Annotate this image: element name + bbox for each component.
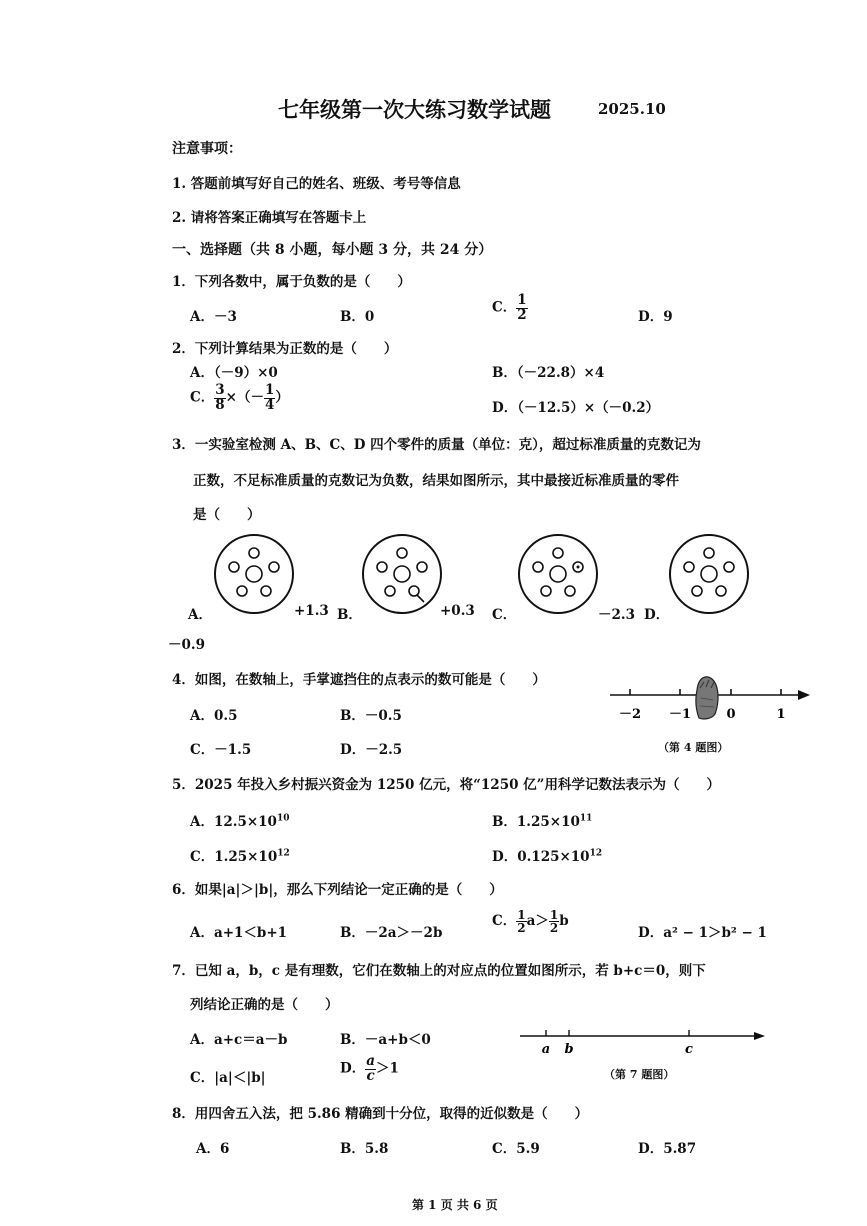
part-d-figure [667, 532, 751, 616]
q4-option-a: A．0.5 [190, 708, 238, 724]
q3-option-d: D． [644, 607, 670, 623]
point-c-label: c [685, 1042, 693, 1057]
q4-stem: 4．如图，在数轴上，手掌遮挡住的点表示的数可能是（ ） [172, 672, 546, 688]
q7-stem-line2: 列结论正确的是（ ） [190, 997, 339, 1013]
q4-option-c: C．－1.5 [190, 742, 252, 758]
q6-option-c: C． $\frac{1}{2}$ a＞ $\frac{1}{2}$ b [492, 908, 569, 935]
q8-stem: 8．用四舍五入法，把 5.86 精确到十分位，取得的近似数是（ ） [172, 1106, 589, 1122]
part-c-figure [516, 532, 600, 616]
q3-option-c: C． [492, 607, 517, 623]
point-b-label: b [564, 1042, 574, 1057]
page-footer: 第 1 页 共 6 页 [412, 1198, 498, 1212]
q1-option-c: C． $\frac{1}{2}$ [492, 292, 527, 323]
part-a-figure [212, 532, 296, 616]
q4-tick-label: －2 [618, 707, 642, 722]
q6-stem: 6．如果|a|＞|b|，那么下列结论一定正确的是（ ） [172, 882, 503, 898]
q4-option-b: B．－0.5 [340, 708, 402, 724]
q8-option-c: C．5.9 [492, 1141, 540, 1157]
q4-option-d: D．－2.5 [340, 742, 403, 758]
q2-option-d: D．（－12.5）×（－0.2） [492, 400, 660, 416]
q7-caption: （第 7 题图） [604, 1068, 675, 1081]
q3-option-b: B． [337, 607, 362, 623]
page-title: 七年级第一次大练习数学试题 [278, 97, 551, 122]
q8-option-b: B．5.8 [340, 1141, 389, 1157]
point-a-label: a [541, 1042, 551, 1057]
q6-option-a: A．a+1＜b+1 [190, 925, 288, 941]
q7-option-a: A．a+c＝a－b [190, 1032, 288, 1048]
q7-option-b: B．－a+b＜0 [340, 1032, 431, 1048]
note-2: 2. 请将答案正确填写在答题卡上 [172, 210, 367, 226]
q2-option-b: B．（－22.8）×4 [492, 365, 605, 381]
q7-number-line [515, 1022, 770, 1062]
q7-option-c: C．|a|＜|b| [190, 1070, 266, 1086]
q5-option-b: B．$1.25\times 10^{11}$ [492, 813, 593, 830]
q2-stem: 2．下列计算结果为正数的是（ ） [172, 341, 398, 357]
q1-option-b: B．0 [340, 309, 375, 325]
q3-value-d: －0.9 [168, 637, 205, 653]
q5-option-c: C．$1.25\times 10^{12}$ [190, 848, 290, 865]
note-1: 1. 答题前填写好自己的姓名、班级、考号等信息 [172, 176, 461, 192]
q1-stem: 1．下列各数中，属于负数的是（ ） [172, 274, 411, 290]
q3-stem-line3: 是（ ） [193, 507, 261, 523]
q5-option-a: A．$12.5\times 10^{10}$ [190, 813, 290, 830]
q4-number-line [600, 670, 820, 730]
q4-tick-label: －1 [668, 707, 692, 722]
q8-option-d: D．5.87 [638, 1141, 697, 1157]
q3-value-b: +0.3 [440, 603, 475, 619]
q5-option-d: D．$0.125\times 10^{12}$ [492, 848, 603, 865]
q1-option-d: D．9 [638, 309, 673, 325]
q3-stem-line2: 正数，不足标准质量的克数记为负数，结果如图所示，其中最接近标准质量的零件 [193, 473, 679, 489]
q7-option-d: D． $\frac{a}{c}$ ＞1 [340, 1053, 399, 1084]
q5-stem: 5．2025 年投入乡村振兴资金为 1250 亿元，将“1250 亿”用科学记数法表示为（ ） [172, 777, 720, 793]
q7-stem-line1: 7．已知 a，b，c 是有理数，它们在数轴上的对应点的位置如图所示，若 b+c＝0，则下 [172, 963, 706, 979]
q6-option-d: D．a² − 1＞b² − 1 [638, 925, 767, 941]
q1-option-a: A．－3 [190, 309, 237, 325]
q2-option-a: A．（－9）×0 [190, 365, 278, 381]
q8-option-a: A．6 [196, 1141, 230, 1157]
q3-value-c: －2.3 [598, 607, 635, 623]
q3-option-a: A． [188, 607, 212, 623]
exam-date: 2025.10 [598, 100, 666, 118]
hand-icon [696, 677, 718, 719]
q3-stem-line1: 3．一实验室检测 A、B、C、D 四个零件的质量（单位：克），超过标准质量的克数记为 [172, 437, 701, 453]
q6-option-b: B．－2a＞－2b [340, 925, 443, 941]
q2-option-c: C． $\frac{3}{8}$ ×（－ $\frac{1}{4}$ ） [190, 382, 289, 413]
q3-value-a: +1.3 [294, 603, 329, 619]
q4-tick-label: 1 [776, 707, 786, 722]
section-heading: 一、选择题（共 8 小题，每小题 3 分，共 24 分） [172, 242, 493, 258]
notes-heading: 注意事项： [172, 141, 242, 157]
part-b-figure [360, 532, 444, 616]
q4-tick-label: 0 [726, 707, 736, 722]
q4-caption: （第 4 题图） [658, 741, 729, 754]
